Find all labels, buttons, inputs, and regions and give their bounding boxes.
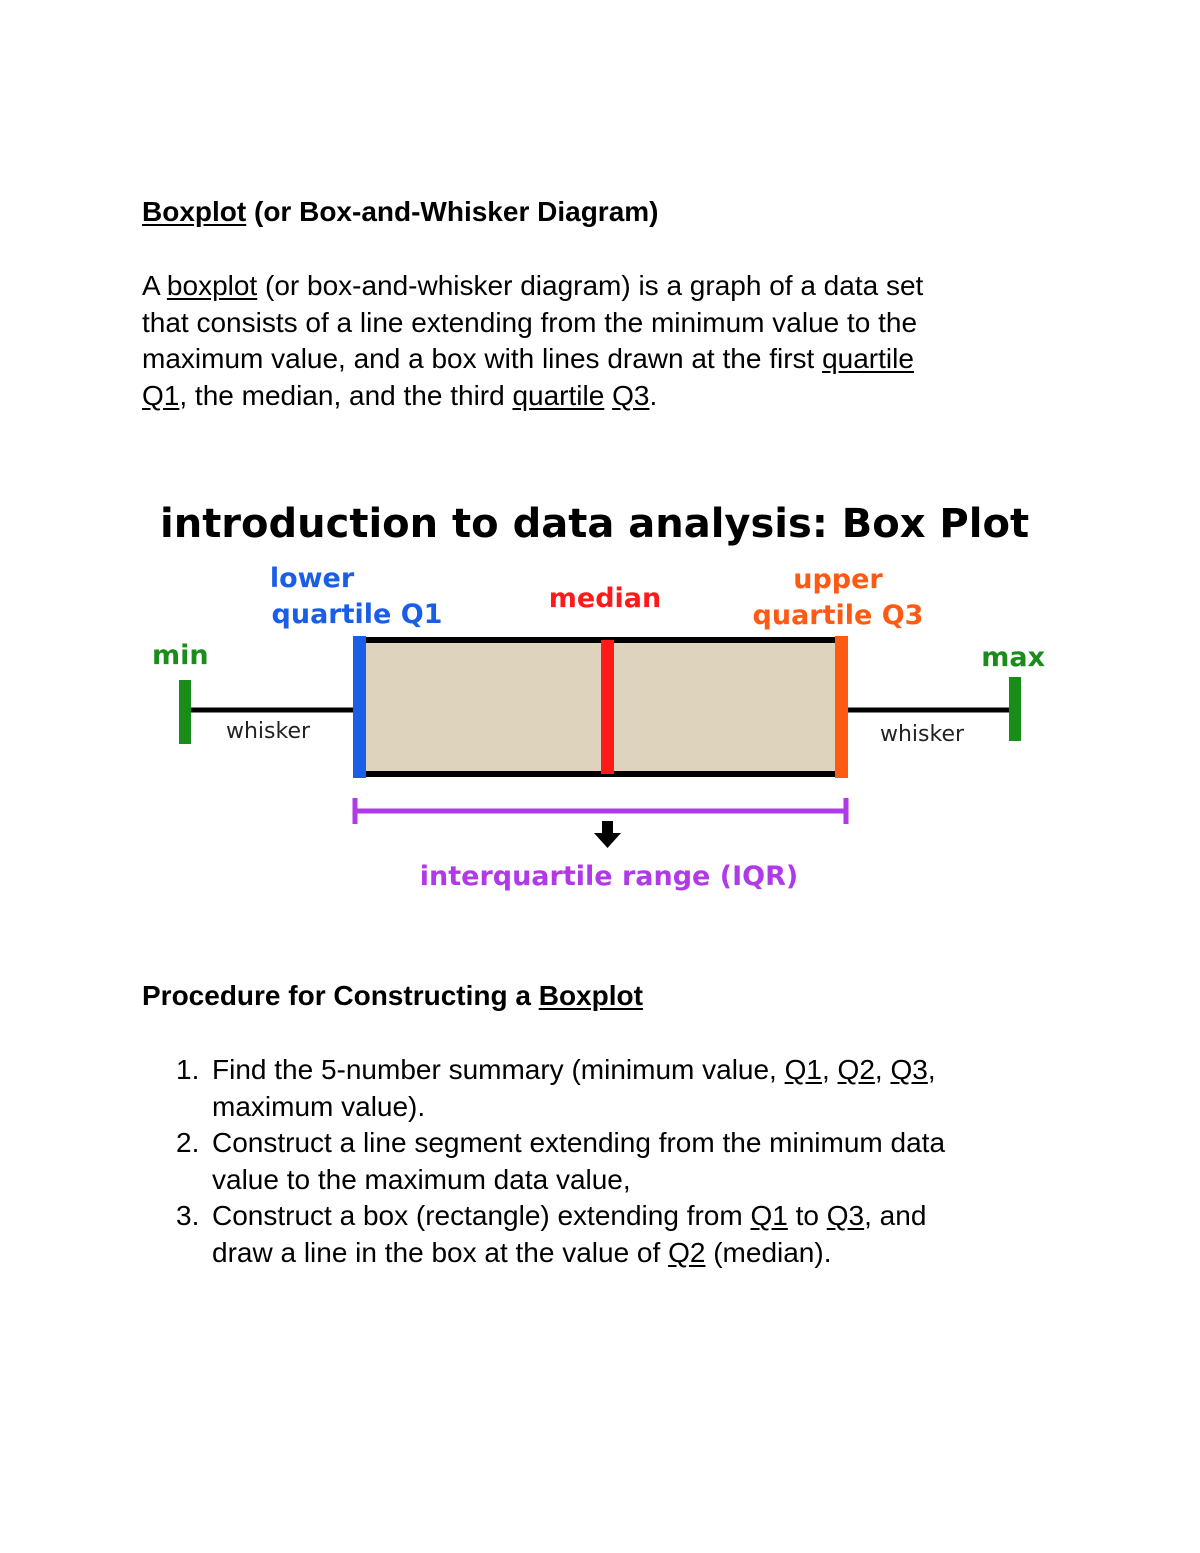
median-line	[601, 640, 614, 774]
q3-line	[835, 636, 848, 778]
paragraph-line	[142, 341, 1042, 378]
iqr-label: interquartile range (IQR)	[419, 861, 799, 892]
term-q3: Q3	[612, 379, 650, 411]
term-quartile: quartile	[822, 343, 914, 374]
list-line	[212, 1198, 1102, 1235]
text-run: Construct a box (rectangle) extending from	[212, 1200, 751, 1231]
term-q3: Q3	[890, 1054, 928, 1085]
lower-quartile-label-line1: lower	[269, 563, 355, 594]
term-q2: Q2	[668, 1236, 706, 1268]
list-line	[212, 1235, 1102, 1272]
interquartile-box	[362, 640, 838, 774]
text-run: A	[142, 270, 167, 301]
text-run: (median).	[705, 1236, 832, 1268]
paragraph-line	[142, 268, 1042, 305]
upper-quartile-label-line1: upper	[793, 564, 883, 595]
paragraph-line	[142, 378, 1042, 415]
text-run: , the median, and the third	[179, 379, 513, 411]
term-boxplot: boxplot	[166, 270, 258, 301]
text-run: ,	[821, 1054, 838, 1085]
median-label: median	[548, 583, 662, 614]
text-run: ,	[874, 1054, 891, 1085]
figure-title: introduction to data analysis: Box Plot	[160, 501, 1030, 547]
boxplot-diagram	[140, 490, 1060, 910]
q1-line	[353, 636, 366, 778]
list-number: 2.	[176, 1127, 200, 1158]
whisker-label-right: whisker	[880, 722, 965, 747]
min-marker	[179, 680, 191, 744]
lower-quartile-label-line2: quartile Q1	[271, 599, 443, 630]
arrow-down-icon	[594, 821, 621, 848]
term-q1: Q1	[142, 379, 180, 411]
whisker-label-left: whisker	[226, 719, 311, 744]
section-heading-procedure	[142, 980, 643, 1012]
list-item	[142, 1052, 1102, 1125]
paragraph-line: that consists of a line extending from the minimum value to the	[142, 306, 918, 338]
max-label: max	[981, 642, 1045, 673]
list-item	[142, 1125, 1102, 1198]
heading-rest: (or Box-and-Whisker Diagram)	[246, 196, 659, 227]
heading-text: Procedure for Constructing a	[142, 980, 539, 1011]
text-run	[604, 380, 612, 411]
list-line: value to the maximum data value,	[212, 1163, 631, 1195]
list-line: maximum value).	[212, 1090, 426, 1122]
definition-paragraph	[142, 268, 1042, 414]
text-run: .	[649, 379, 658, 411]
boxplot-diagram-svg	[140, 490, 1060, 910]
term-q1: Q1	[784, 1054, 822, 1085]
text-run: maximum value, and a box with lines drawn at the first	[142, 343, 823, 374]
procedure-list	[142, 1052, 1102, 1271]
list-number: 3.	[176, 1200, 200, 1231]
min-label: min	[152, 640, 209, 671]
list-item	[142, 1198, 1102, 1271]
text-run: , and	[864, 1200, 927, 1231]
term-boxplot: Boxplot	[538, 980, 643, 1011]
list-number: 1.	[176, 1054, 200, 1085]
text-run: to	[787, 1200, 827, 1231]
term-q1: Q1	[750, 1200, 788, 1231]
section-heading-boxplot	[142, 196, 659, 228]
term-q2: Q2	[837, 1054, 875, 1085]
text-run: draw a line in the box at the value of	[212, 1236, 669, 1268]
max-marker	[1009, 677, 1021, 741]
text-run: ,	[927, 1054, 936, 1085]
upper-quartile-label-line2: quartile Q3	[752, 600, 924, 631]
term-q3: Q3	[826, 1200, 865, 1231]
term-quartile: quartile	[512, 379, 605, 411]
text-run: Find the 5-number summary (minimum value,	[212, 1054, 785, 1085]
text-run: (or box-and-whisker diagram) is a graph of a data set	[257, 270, 924, 301]
list-line	[212, 1052, 1102, 1089]
list-line: Construct a line segment extending from the minimum data	[212, 1127, 946, 1158]
term-boxplot: Boxplot	[142, 196, 247, 227]
